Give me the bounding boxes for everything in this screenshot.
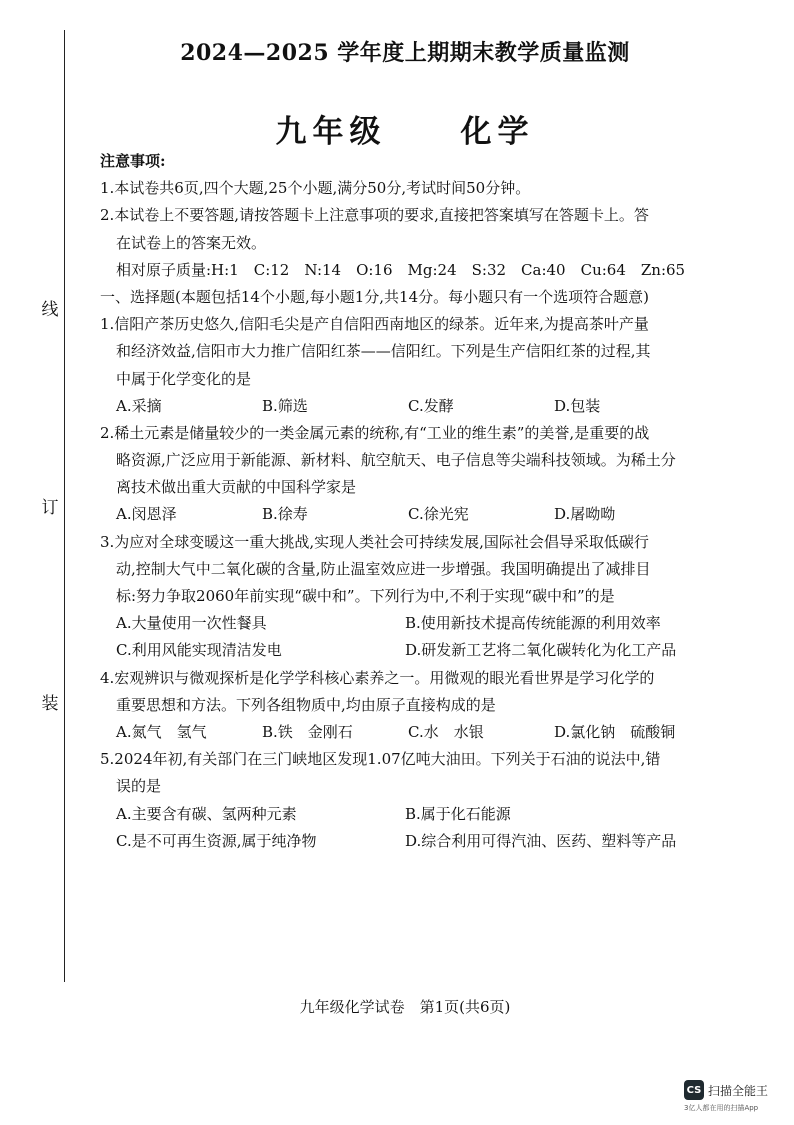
question-1-text: 1.信阳产茶历史悠久,信阳毛尖是产自信阳西南地区的绿茶。近年来,为提高茶叶产量 <box>100 315 649 334</box>
question-2-text: 离技术做出重大贡献的中国科学家是 <box>116 478 357 497</box>
option-a: A.氮气 氢气 <box>116 722 207 741</box>
option-a: A.闵恩泽 <box>116 505 177 524</box>
question-3-options-row <box>100 610 710 637</box>
question-5-text: 误的是 <box>116 777 162 796</box>
question-1-text: 和经济效益,信阳市大力推广信阳红茶——信阳红。下列是生产信阳红茶的过程,其 <box>116 342 651 361</box>
option-a: A.采摘 <box>116 396 162 415</box>
option-c: C.是不可再生资源,属于纯净物 <box>116 831 317 850</box>
option-b: B.使用新技术提高传统能源的利用效率 <box>405 614 661 633</box>
notice-item: 1.本试卷共6页,四个大题,25个小题,满分50分,考试时间50分钟。 <box>100 179 531 198</box>
question-3-text: 动,控制大气中二氧化碳的含量,防止温室效应进一步增强。我国明确提出了减排目 <box>116 559 651 578</box>
scanner-watermark <box>684 1080 768 1100</box>
camscanner-logo-icon: CS <box>684 1080 704 1100</box>
question-3-options-row <box>100 637 710 664</box>
option-c: C.利用风能实现清洁发电 <box>116 641 282 660</box>
notice-item: 2.本试卷上不要答题,请按答题卡上注意事项的要求,直接把答案填写在答题卡上。答 <box>100 206 649 225</box>
question-2-text: 2.稀土元素是储量较少的一类金属元素的统称,有“工业的维生素”的美誉,是重要的战 <box>100 423 650 442</box>
binding-mark-zhuang: 装 <box>41 694 59 714</box>
watermark-tagline: 3亿人都在用的扫描App <box>684 1104 759 1112</box>
question-4-text: 4.宏观辨识与微观探析是化学学科核心素养之一。用微观的眼光看世界是学习化学的 <box>100 668 655 687</box>
watermark-name: 扫描全能王 <box>708 1083 769 1098</box>
section-heading: 一、选择题(本题包括14个小题,每小题1分,共14分。每小题只有一个选项符合题意) <box>100 287 649 306</box>
option-d: D.屠呦呦 <box>554 505 616 524</box>
option-d: D.包装 <box>554 396 601 415</box>
question-2-options <box>100 501 710 528</box>
page-footer: 九年级化学试卷 第1页(共6页) <box>299 998 511 1016</box>
option-c: C.水 水银 <box>408 722 484 741</box>
option-a: A.大量使用一次性餐具 <box>116 614 267 633</box>
exam-body <box>100 148 710 855</box>
question-5-options-row <box>100 828 710 855</box>
binding-mark-xian: 线 <box>41 300 59 320</box>
option-c: C.发酵 <box>408 396 454 415</box>
question-3-text: 标:努力争取2060年前实现“碳中和”。下列行为中,不利于实现“碳中和”的是 <box>116 587 615 605</box>
exam-title: 2024—2025 学年度上期期末教学质量监测 <box>180 40 630 66</box>
question-1-text: 中属于化学变化的是 <box>116 369 252 388</box>
binding-margin-line <box>64 30 65 982</box>
option-b: B.筛选 <box>262 396 308 415</box>
option-c: C.徐光宪 <box>408 505 469 524</box>
option-a: A.主要含有碳、氢两种元素 <box>116 804 297 823</box>
notice-item: 在试卷上的答案无效。 <box>116 233 267 252</box>
option-b: B.徐寿 <box>262 505 308 524</box>
binding-mark-ding: 订 <box>41 498 59 518</box>
option-b: B.铁 金刚石 <box>262 722 353 741</box>
question-4-text: 重要思想和方法。下列各组物质中,均由原子直接构成的是 <box>116 695 496 714</box>
option-d: D.综合利用可得汽油、医药、塑料等产品 <box>405 831 677 850</box>
question-4-options <box>100 719 710 746</box>
question-1-options <box>100 393 710 420</box>
atomic-masses: 相对原子质量:H:1 C:12 N:14 O:16 Mg:24 S:32 Ca:40 Cu:64 Zn:65 <box>116 260 686 279</box>
question-5-options-row <box>100 801 710 828</box>
option-b: B.属于化石能源 <box>405 804 511 823</box>
option-d: D.研发新工艺将二氧化碳转化为化工产品 <box>405 641 677 660</box>
question-2-text: 略资源,广泛应用于新能源、新材料、航空航天、电子信息等尖端科技领域。为稀土分 <box>116 451 676 470</box>
question-3-text: 3.为应对全球变暖这一重大挑战,实现人类社会可持续发展,国际社会倡导采取低碳行 <box>100 532 649 551</box>
option-d: D.氯化钠 硫酸铜 <box>554 722 676 741</box>
notice-heading: 注意事项: <box>100 152 166 170</box>
question-5-text: 5.2024年初,有关部门在三门峡地区发现1.07亿吨大油田。下列关于石油的说法中,错 <box>100 750 661 769</box>
exam-subject: 九年级 化学 <box>275 114 535 150</box>
